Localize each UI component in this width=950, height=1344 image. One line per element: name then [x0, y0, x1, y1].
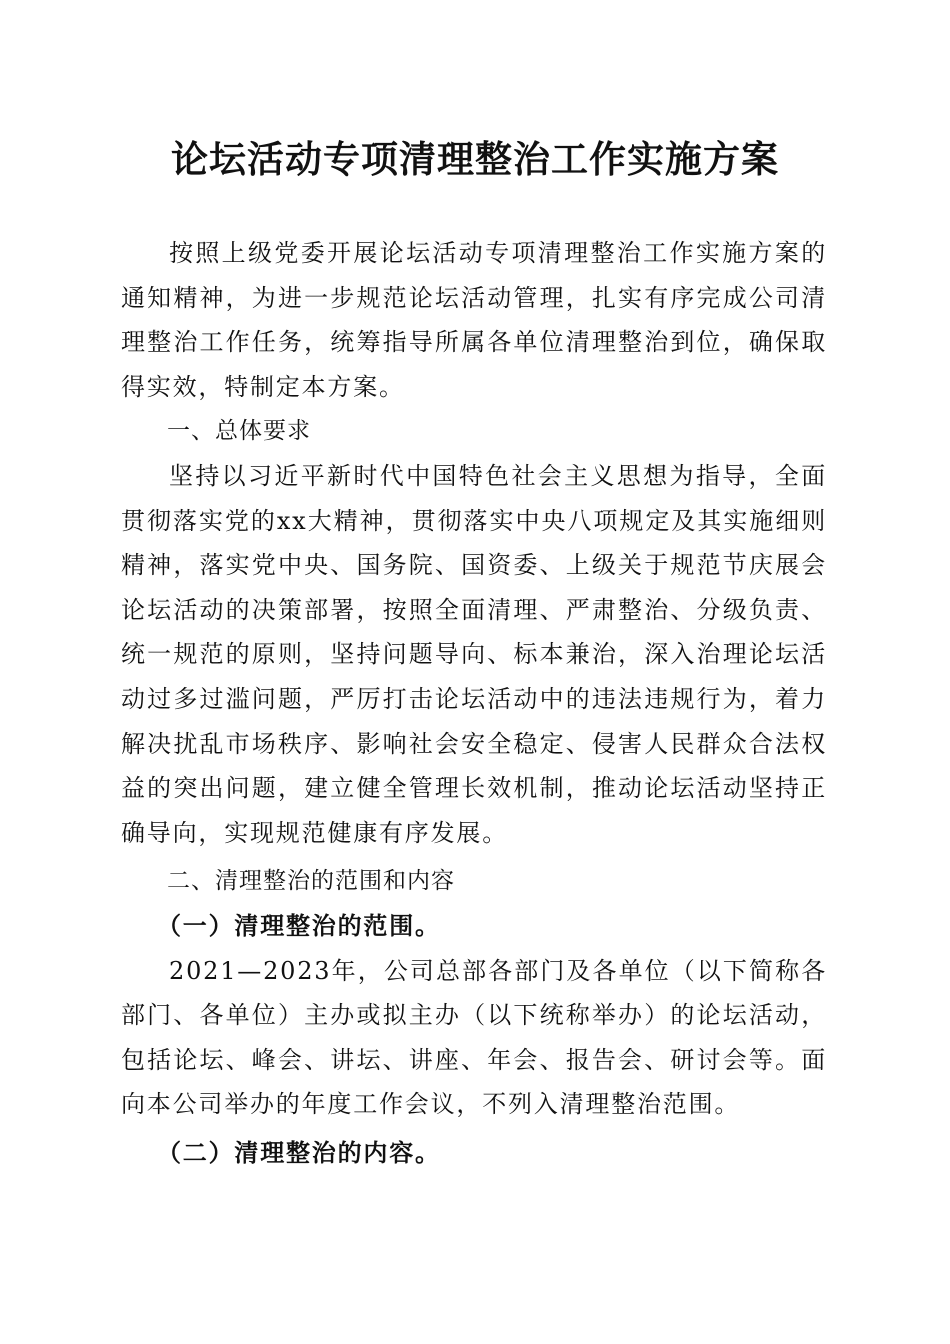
document-body [121, 231, 827, 1175]
general-requirements-paragraph: 坚持以习近平新时代中国特色社会主义思想为指导，全面贯彻落实党的xx大精神，贯彻落实中央八项规定及其实施细则精神，落实党中央、国务院、国资委、上级关于规范节庆展会论坛活动的决策部署，按照全面清理、严肃整治、分级负责、统一规范的原则，坚持问题导向、标本兼治，深入治理论坛活动过多过滥问题，严厉打击论坛活动中的违法违规行为，着力解决扰乱市场秩序、影响社会安全稳定、侵害人民群众合法权益的突出问题，建立健全管理长效机制，推动论坛活动坚持正确导向，实现规范健康有序发展。 [121, 461, 827, 847]
document-title: 论坛活动专项清理整治工作实施方案 [171, 137, 779, 181]
intro-paragraph: 按照上级党委开展论坛活动专项清理整治工作实施方案的通知精神，为进一步规范论坛活动管理，扎实有序完成公司清理整治工作任务，统筹指导所属各单位清理整治到位，确保取得实效，特制定本方案。 [121, 239, 827, 401]
subsection-heading-content: （二）清理整治的内容。 [157, 1137, 441, 1167]
section-heading-general-requirements: 一、总体要求 [167, 418, 311, 445]
subsection-heading-scope: （一）清理整治的范围。 [157, 910, 441, 940]
section-heading-scope-and-content: 二、清理整治的范围和内容 [167, 868, 455, 895]
scope-paragraph: 2021—2023年，公司总部各部门及各单位（以下简称各部门、各单位）主办或拟主办（以下统称举办）的论坛活动，包括论坛、峰会、讲坛、讲座、年会、报告会、研讨会等。面向本公司举办的年度工作会议，不列入清理整治范围。 [121, 956, 827, 1119]
